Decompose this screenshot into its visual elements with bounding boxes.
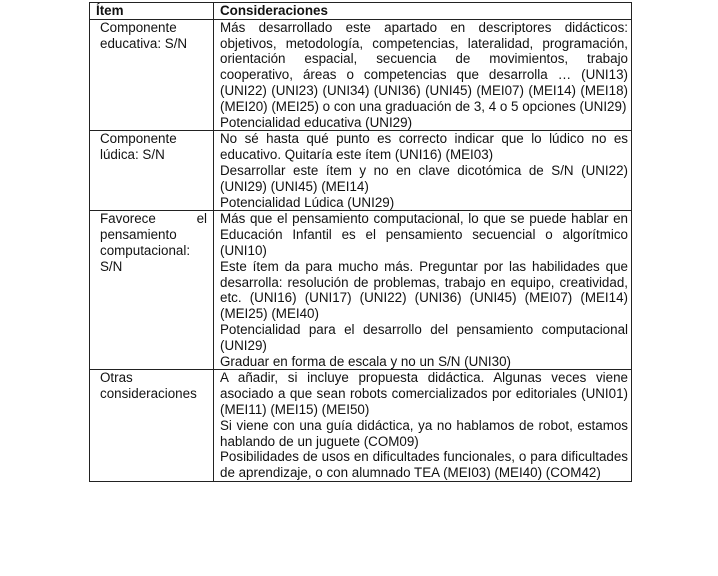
consideration-text: Desarrollar este ítem y no en clave dicotómica de S/N (UNI22) (UNI29) (UNI45) (MEI14) bbox=[220, 162, 628, 194]
item-cell: Otras consideraciones bbox=[90, 370, 214, 482]
table-header-row bbox=[90, 3, 632, 20]
considerations-cell bbox=[214, 19, 632, 131]
item-cell: Componente lúdica: S/N bbox=[90, 131, 214, 211]
consideration-text: Más que el pensamiento computacional, lo que se puede hablar en Educación Infantil es el pensamiento secuencial o algorítmico (UNI10) bbox=[220, 211, 628, 258]
consideration-text: Si viene con una guía didáctica, ya no hablamos de robot, estamos hablando de un juguete (COM09) bbox=[220, 417, 628, 449]
table-row bbox=[90, 131, 632, 211]
considerations-table bbox=[89, 2, 632, 482]
considerations-cell bbox=[214, 370, 632, 482]
table-row bbox=[90, 19, 632, 131]
consideration-text: Este ítem da para mucho más. Preguntar por las habilidades que desarrolla: resolución de problemas, trabajo en equipo, creatividad, etc. (UNI16) (UNI17) (UNI22) (UNI36) (UNI45) (MEI07) (MEI14) (MEI25) (MEI40) bbox=[220, 258, 628, 322]
item-cell: Componente educativa: S/N bbox=[90, 19, 214, 131]
consideration-text: Graduar en forma de escala y no un S/N (UNI30) bbox=[220, 353, 512, 369]
consideration-text: Potencialidad Lúdica (UNI29) bbox=[220, 194, 395, 210]
considerations-cell bbox=[214, 131, 632, 211]
table-row bbox=[90, 370, 632, 482]
considerations-cell bbox=[214, 211, 632, 370]
consideration-text: Potencialidad educativa (UNI29) bbox=[220, 114, 413, 130]
column-header-considerations: Consideraciones bbox=[214, 3, 632, 20]
column-header-item: Ítem bbox=[90, 3, 214, 20]
consideration-text: A añadir, si incluye propuesta didáctica. Algunas veces viene asociado a que sean robots comercializados por editoriales (UNI01) (MEI11) (MEI15) (MEI50) bbox=[220, 370, 628, 417]
consideration-text: Más desarrollado este apartado en descriptores didácticos: objetivos, metodología, competencias, lateralidad, programación, orientación espacial, secuencia de movimientos, trabajo cooperativo, áreas o competencias que desarrolla … (UNI13) (UNI22) (UNI23) (UNI34) (UNI36) (UNI45) (MEI07) (MEI14) (MEI18) (MEI20) (MEI25) o con una graduación de 3, 4 o 5 opciones (UNI29) bbox=[220, 19, 628, 114]
consideration-text: Potencialidad para el desarrollo del pensamiento computacional (UNI29) bbox=[220, 321, 628, 353]
item-cell: Favorece el pensamiento computacional: S/N bbox=[90, 211, 214, 370]
consideration-text: No sé hasta qué punto es correcto indicar que lo lúdico no es educativo. Quitaría este ítem (UNI16) (MEI03) bbox=[220, 131, 628, 163]
consideration-text: Posibilidades de usos en dificultades funcionales, o para dificultades de aprendizaje, o con alumnado TEA (MEI03) (MEI40) (COM42) bbox=[220, 449, 628, 481]
table-row bbox=[90, 211, 632, 370]
